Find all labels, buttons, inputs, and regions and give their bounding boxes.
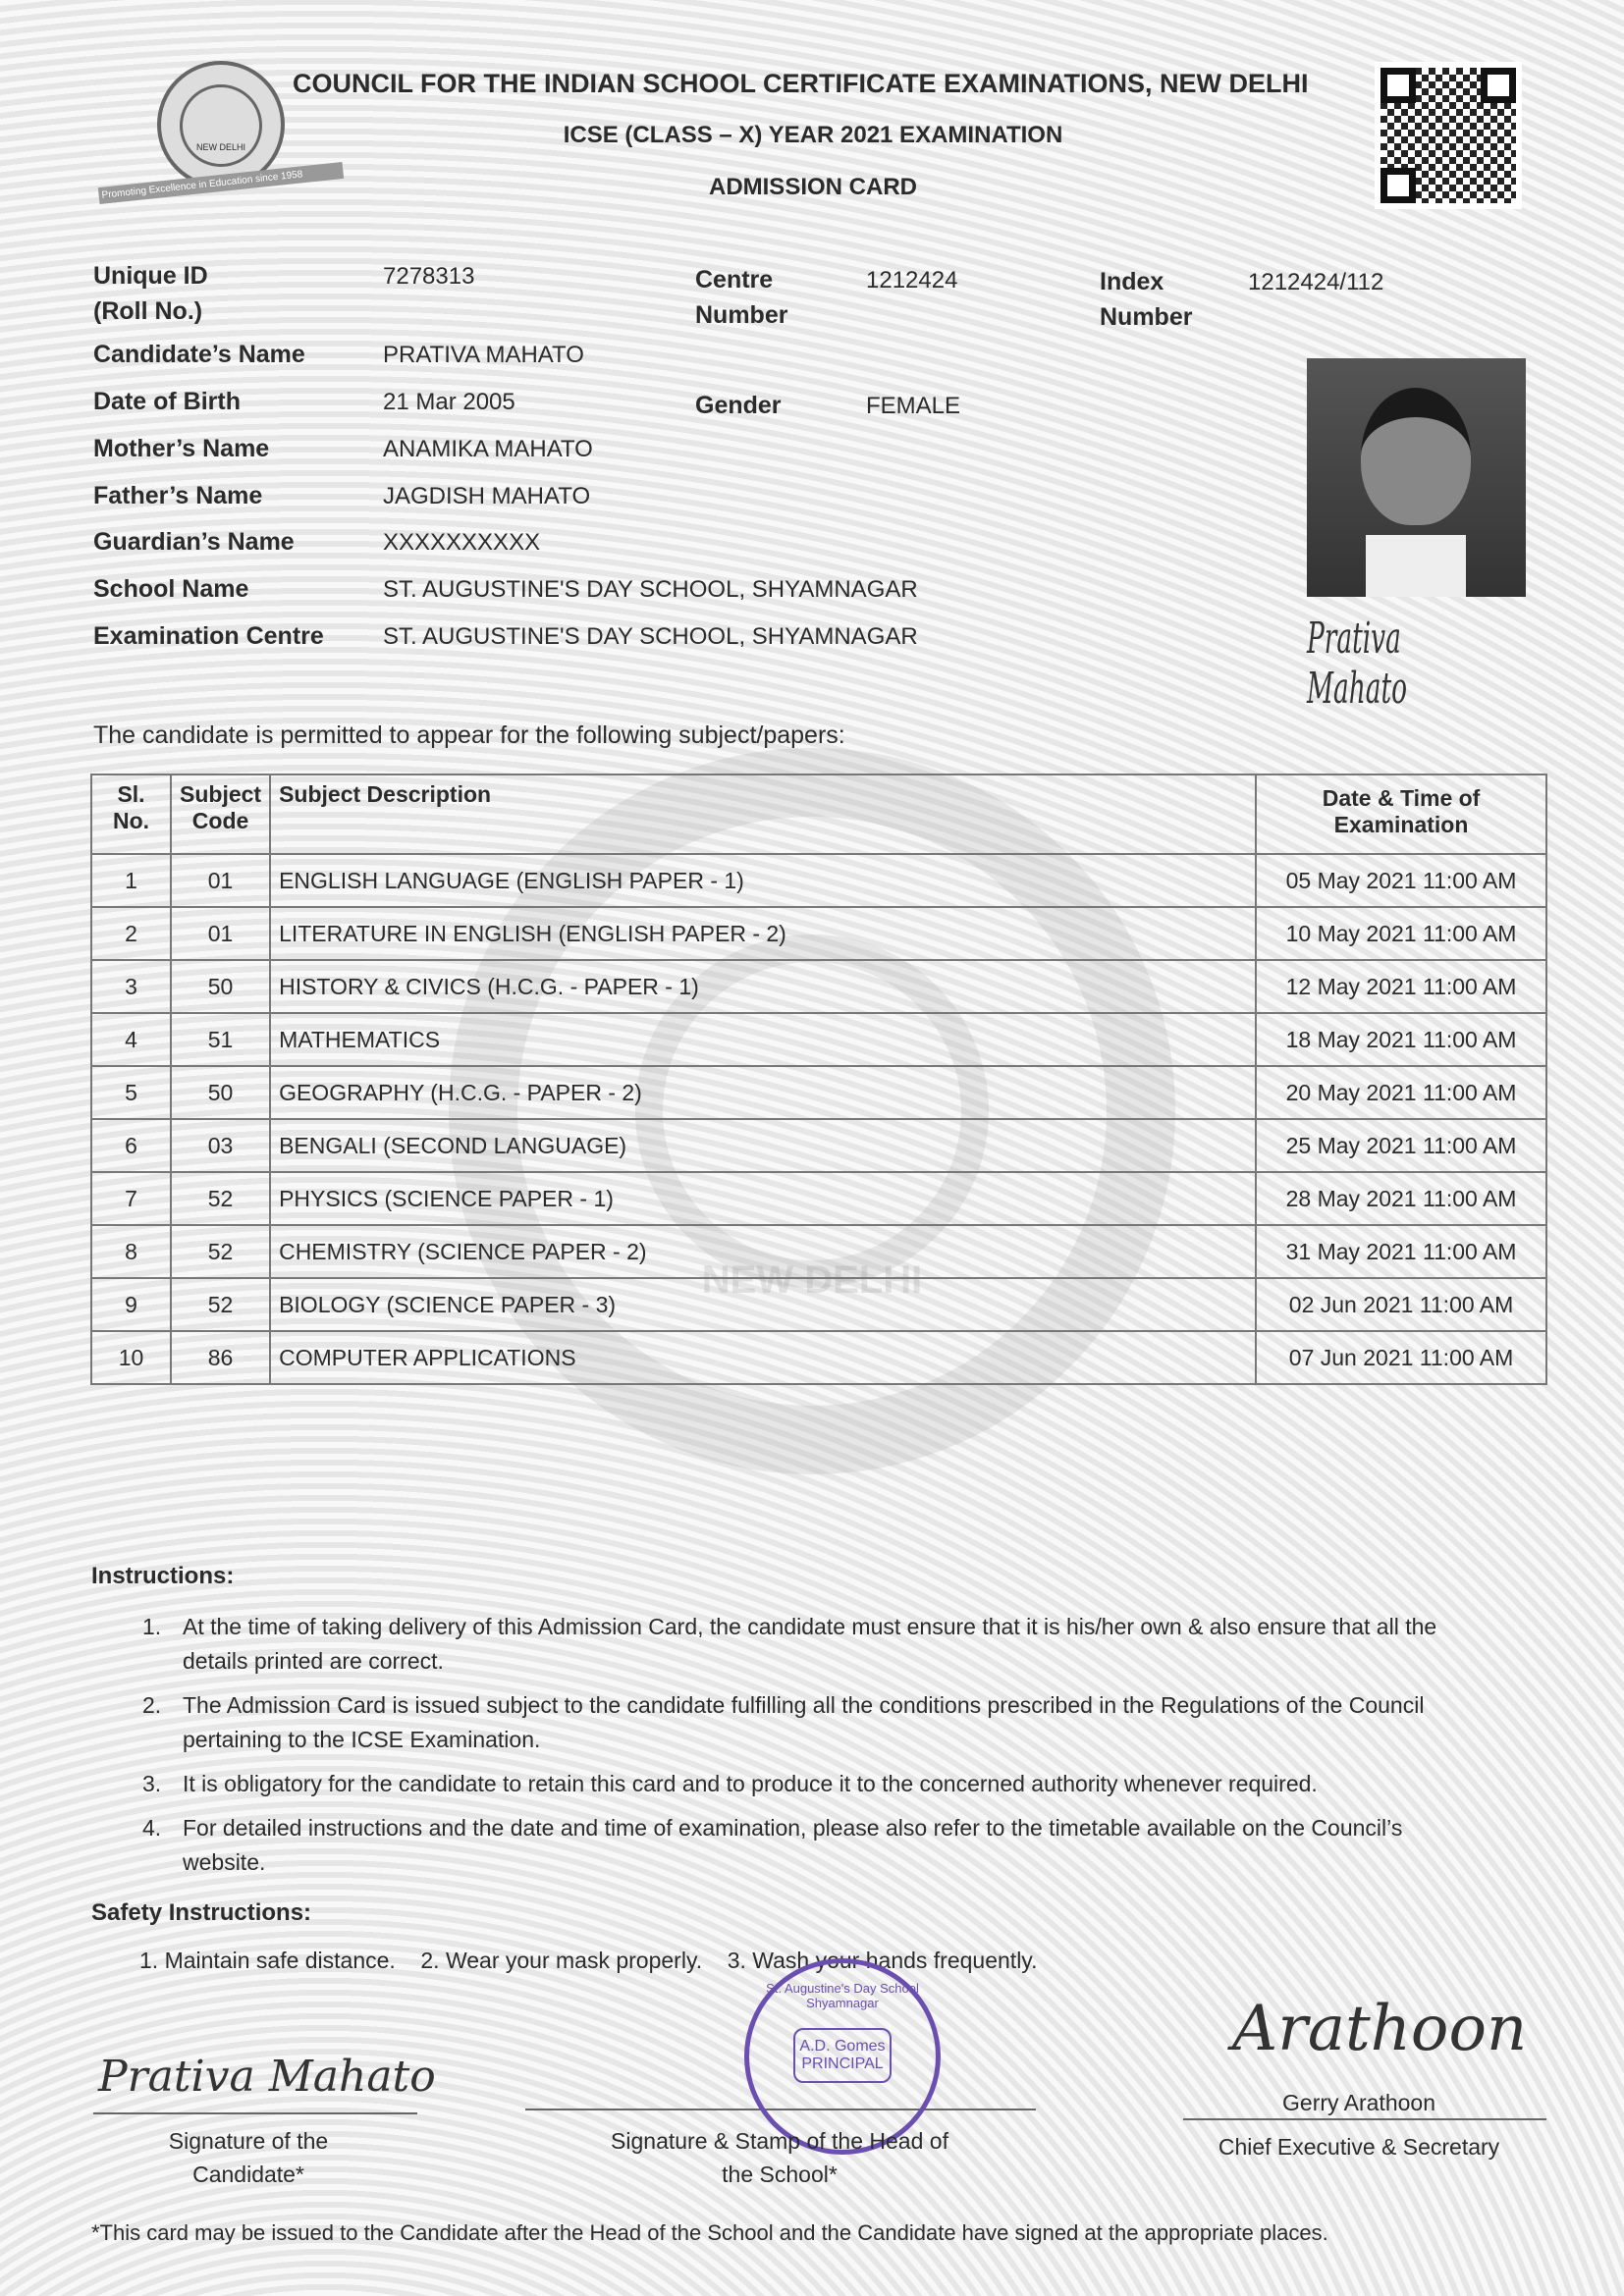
exam-centre-label: Examination Centre	[93, 622, 324, 650]
secretary-signature: Arathoon	[1232, 1993, 1528, 2065]
instruction-number: 4.	[142, 1815, 162, 1841]
candidate-name-value: PRATIVA MAHATO	[383, 342, 584, 368]
table-row	[91, 960, 1546, 1013]
council-title: COUNCIL FOR THE INDIAN SCHOOL CERTIFICATE EXAMINATIONS, NEW DELHI	[293, 69, 1309, 98]
cell-date: 28 May 2021 11:00 AM	[1256, 1172, 1546, 1225]
guardian-name-label: Guardian’s Name	[93, 528, 295, 556]
school-name-label: School Name	[93, 575, 249, 603]
cell-code: 50	[171, 1066, 270, 1119]
cell-sl: 7	[91, 1172, 171, 1225]
centre-label: Centre	[695, 266, 774, 294]
photo-signature: Prativa Mahato	[1307, 614, 1408, 714]
school-caption: Signature & Stamp of the Head of the School*	[611, 2128, 948, 2187]
cell-sl: 1	[91, 854, 171, 907]
logo-banner: Promoting Excellence in Education since 1958	[98, 162, 344, 204]
secretary-title: Chief Executive & Secretary	[1218, 2134, 1500, 2160]
header-code: Subject Code	[171, 774, 270, 854]
subjects-table	[90, 774, 1547, 1385]
table-row	[91, 1066, 1546, 1119]
cell-date: 10 May 2021 11:00 AM	[1256, 907, 1546, 960]
cell-date: 20 May 2021 11:00 AM	[1256, 1066, 1546, 1119]
index-label-2: Number	[1100, 303, 1193, 331]
cell-code: 50	[171, 960, 270, 1013]
instruction-text: For detailed instructions and the date and time of examination, please also refer to the timetable available on the Council’s website.	[183, 1815, 1403, 1875]
cell-sl: 6	[91, 1119, 171, 1172]
cell-description: BIOLOGY (SCIENCE PAPER - 3)	[270, 1278, 1256, 1331]
cell-description: MATHEMATICS	[270, 1013, 1256, 1066]
table-row	[91, 1172, 1546, 1225]
watermark-city: NEW DELHI	[701, 1258, 923, 1302]
candidate-photo	[1307, 358, 1526, 597]
cell-date: 18 May 2021 11:00 AM	[1256, 1013, 1546, 1066]
centre-number-value: 1212424	[866, 267, 958, 294]
candidate-name-label: Candidate’s Name	[93, 341, 305, 368]
gender-label: Gender	[695, 392, 782, 419]
subjects-intro: The candidate is permitted to appear for the following subject/papers:	[93, 721, 845, 749]
roll-no-label: (Roll No.)	[93, 297, 203, 325]
cell-code: 52	[171, 1278, 270, 1331]
safety-item: 3. Wash your hands frequently.	[727, 1948, 1038, 1973]
cell-code: 01	[171, 854, 270, 907]
cell-date: 31 May 2021 11:00 AM	[1256, 1225, 1546, 1278]
instruction-item	[142, 1811, 1489, 1880]
father-name-label: Father’s Name	[93, 482, 263, 509]
table-header	[91, 774, 1546, 854]
guardian-name-value: XXXXXXXXXX	[383, 529, 541, 556]
cell-sl: 2	[91, 907, 171, 960]
table-row	[91, 1119, 1546, 1172]
instructions-list	[142, 1610, 1489, 1890]
candidate-signature: Prativa Mahato	[98, 2052, 436, 2102]
header-sl: Sl. No.	[91, 774, 171, 854]
cell-code: 52	[171, 1172, 270, 1225]
card-title: ADMISSION CARD	[708, 174, 917, 200]
table-row	[91, 907, 1546, 960]
safety-item: 1. Maintain safe distance.	[139, 1948, 396, 1973]
safety-heading: Safety Instructions:	[91, 1899, 312, 1926]
cell-description: LITERATURE IN ENGLISH (ENGLISH PAPER - 2)	[270, 907, 1256, 960]
cell-date: 02 Jun 2021 11:00 AM	[1256, 1278, 1546, 1331]
school-name-value: ST. AUGUSTINE'S DAY SCHOOL, SHYAMNAGAR	[383, 576, 918, 603]
divider	[93, 2112, 417, 2114]
cell-date: 07 Jun 2021 11:00 AM	[1256, 1331, 1546, 1384]
table-row	[91, 1225, 1546, 1278]
dob-value: 21 Mar 2005	[383, 389, 515, 415]
header-date: Date & Time of Examination	[1256, 774, 1546, 854]
cell-sl: 3	[91, 960, 171, 1013]
cell-date: 05 May 2021 11:00 AM	[1256, 854, 1546, 907]
cell-sl: 4	[91, 1013, 171, 1066]
cell-sl: 9	[91, 1278, 171, 1331]
cell-sl: 5	[91, 1066, 171, 1119]
mother-name-label: Mother’s Name	[93, 435, 270, 462]
cell-description: CHEMISTRY (SCIENCE PAPER - 2)	[270, 1225, 1256, 1278]
unique-id-value: 7278313	[383, 263, 475, 290]
index-number-value: 1212424/112	[1248, 269, 1384, 295]
instruction-item	[142, 1610, 1489, 1679]
cell-date: 12 May 2021 11:00 AM	[1256, 960, 1546, 1013]
cell-sl: 8	[91, 1225, 171, 1278]
footer-note: *This card may be issued to the Candidate after the Head of the School and the Candidate have signed at the appropriate places.	[91, 2220, 1328, 2245]
cell-description: COMPUTER APPLICATIONS	[270, 1331, 1256, 1384]
mother-name-value: ANAMIKA MAHATO	[383, 436, 593, 462]
cell-code: 86	[171, 1331, 270, 1384]
instruction-text: At the time of taking delivery of this Admission Card, the candidate must ensure that it is his/her own & also ensure that all the details printed are correct.	[183, 1614, 1437, 1674]
candidate-caption: Signature of the Candidate*	[168, 2128, 329, 2187]
table-row	[91, 854, 1546, 907]
index-label: Index	[1100, 268, 1164, 295]
cell-description: GEOGRAPHY (H.C.G. - PAPER - 2)	[270, 1066, 1256, 1119]
school-stamp: St. Augustine's Day School Shyamnagar A.D. Gomes PRINCIPAL	[744, 1958, 941, 2155]
instruction-item	[142, 1767, 1489, 1801]
instruction-item	[142, 1688, 1489, 1757]
qr-code	[1375, 62, 1522, 209]
instruction-number: 2.	[142, 1692, 162, 1718]
table-row	[91, 1278, 1546, 1331]
secretary-name: Gerry Arathoon	[1282, 2090, 1435, 2115]
cell-code: 03	[171, 1119, 270, 1172]
header-description: Subject Description	[270, 774, 1256, 854]
divider	[1183, 2118, 1546, 2120]
father-name-value: JAGDISH MAHATO	[383, 483, 591, 509]
cell-code: 52	[171, 1225, 270, 1278]
table-row	[91, 1013, 1546, 1066]
dob-label: Date of Birth	[93, 388, 241, 415]
cell-date: 25 May 2021 11:00 AM	[1256, 1119, 1546, 1172]
cell-code: 51	[171, 1013, 270, 1066]
gender-value: FEMALE	[866, 393, 961, 419]
cell-description: PHYSICS (SCIENCE PAPER - 1)	[270, 1172, 1256, 1225]
instruction-number: 1.	[142, 1614, 162, 1639]
cell-code: 01	[171, 907, 270, 960]
instruction-number: 3.	[142, 1771, 162, 1796]
exam-centre-value: ST. AUGUSTINE'S DAY SCHOOL, SHYAMNAGAR	[383, 623, 918, 650]
exam-title: ICSE (CLASS – X) YEAR 2021 EXAMINATION	[563, 122, 1063, 148]
instruction-text: The Admission Card is issued subject to the candidate fulfilling all the conditions prescribed in the Regulations of the Council pertaining to the ICSE Examination.	[183, 1692, 1425, 1752]
table-row	[91, 1331, 1546, 1384]
cell-description: HISTORY & CIVICS (H.C.G. - PAPER - 1)	[270, 960, 1256, 1013]
safety-list	[139, 1944, 1037, 1978]
council-logo: NEW DELHI	[157, 61, 285, 188]
unique-id-label: Unique ID	[93, 262, 208, 290]
instruction-text: It is obligatory for the candidate to retain this card and to produce it to the concerned authority whenever required.	[183, 1771, 1318, 1796]
centre-label-2: Number	[695, 301, 788, 329]
cell-description: ENGLISH LANGUAGE (ENGLISH PAPER - 1)	[270, 854, 1256, 907]
cell-sl: 10	[91, 1331, 171, 1384]
cell-description: BENGALI (SECOND LANGUAGE)	[270, 1119, 1256, 1172]
instructions-heading: Instructions:	[91, 1563, 235, 1589]
safety-item: 2. Wear your mask properly.	[420, 1948, 703, 1973]
